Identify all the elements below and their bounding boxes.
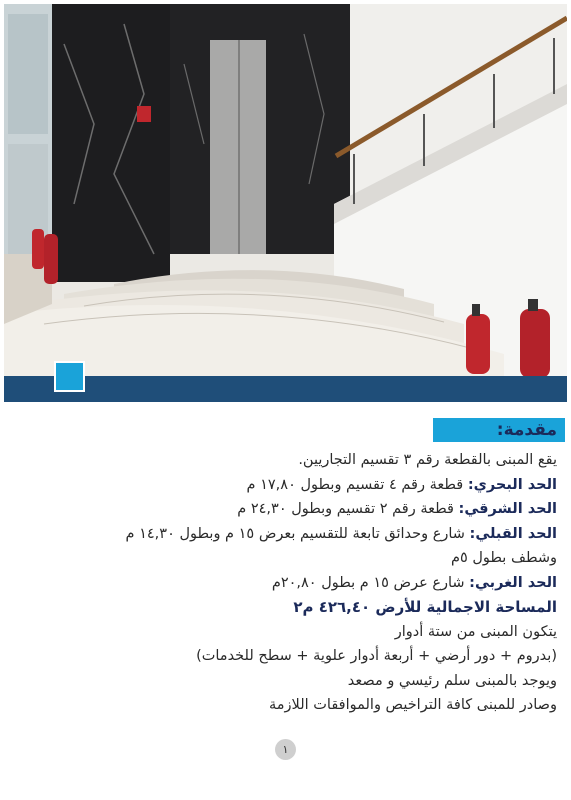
line-label: الحد القبلي:	[469, 525, 557, 542]
detail-line: ويوجد بالمبنى سلم رئيسي و مصعد	[347, 672, 557, 689]
lobby-illustration	[4, 4, 567, 378]
north-boundary-line	[14, 473, 565, 498]
document-body	[14, 418, 565, 718]
line-label: الحد البحري:	[467, 476, 557, 493]
detail-line: يتكون المبنى من ستة أدوار	[394, 623, 557, 640]
page-number: ١	[275, 739, 296, 760]
line-text: يقع المبنى بالقطعة رقم ٣ تقسيم التجاريين.	[298, 452, 557, 468]
south-boundary-cont-line	[14, 546, 565, 571]
line-text: وشطف بطول ٥م	[450, 550, 557, 566]
line-label: الحد الغربي:	[469, 574, 557, 591]
intro-line	[14, 448, 565, 473]
line-text: شارع عرض ١٥ م بطول ٢٠,٨٠م	[271, 574, 470, 591]
west-boundary-line	[14, 571, 565, 596]
line-text: شارع وحدائق تابعة للتقسيم بعرض ١٥ م وبطول ١٤,٣٠ م	[125, 525, 470, 542]
line-label: الحد الشرقي:	[458, 501, 557, 517]
accent-square	[54, 361, 85, 392]
blue-band	[4, 376, 567, 402]
east-boundary-line	[14, 497, 565, 522]
detail-line: (بدروم + دور أرضي + أربعة أدوار علوية + سطح للخدمات)	[196, 648, 557, 664]
section-heading: مقدمة:	[433, 418, 565, 442]
total-area-line: المساحة الاجمالية للأرض ٤٢٦,٤٠ م٢	[293, 598, 557, 616]
detail-line: وصادر للمبنى كافة التراخيص والموافقات اللازمة	[269, 697, 557, 713]
lobby-photo	[4, 4, 567, 378]
south-boundary-line	[14, 522, 565, 547]
line-text: قطعة رقم ٤ تقسيم وبطول ١٧,٨٠ م	[246, 476, 468, 493]
line-text: قطعة رقم ٢ تقسيم وبطول ٢٤,٣٠ م	[237, 501, 459, 517]
